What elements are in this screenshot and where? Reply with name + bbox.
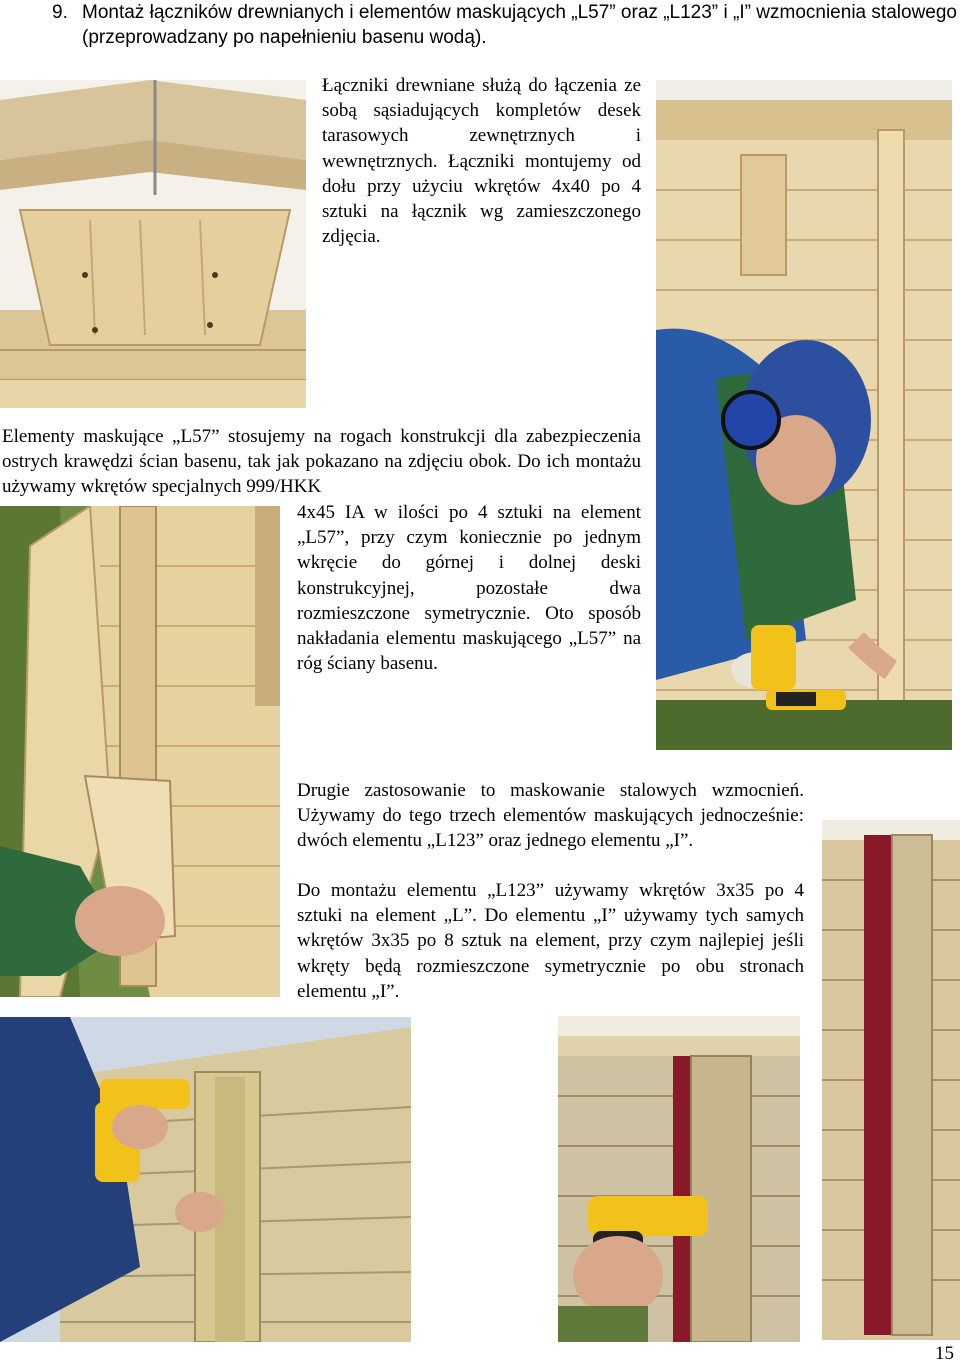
paragraph-l123-i-screws: Do montażu elementu „L123” używamy wkrętów 3x35 po 4 sztuki na element „L”. Do elementu „I” używamy tych samych wkrętów 3x35 po 8 sztuk na element, przy czym najlepiej jeśli wkręty będą rozmieszczone symetrycznie po obu stronach elementu „I”.: [297, 880, 804, 1002]
section-number: 9.: [52, 2, 68, 23]
paragraph-l57-screws: 4x45 IA w ilości po 4 sztuki na element „L57”, przy czym koniecznie po jednym wkręcie do górnej i dolnej deski konstrukcyjnej, pozostałe dwa rozmieszczone symetrycznie. Oto sposób nakładania elementu maskującego „L57” na róg ściany basenu.: [297, 502, 641, 675]
paragraph-connectors: Łączniki drewniane służą do łączenia ze sobą sąsiadujących kompletów desek tarasowych zewnętrznych i wewnętrznych. Łączniki montujemy od dołu przy użyciu wkrętów 4x40 po 4 sztuki na łącznik wg zamieszczonego zdjęcia.: [322, 75, 641, 248]
section-heading: [52, 0, 957, 50]
photo-worker-installing-l57: [656, 80, 952, 750]
photo-steel-reinforcement: [822, 820, 960, 1340]
section-title: Montaż łączników drewnianych i elementów maskujących „L57” oraz „L123” i „I” wzmocnienia stalowego (przeprowadzany po napełnieniu basenu wodą).: [82, 2, 957, 48]
page-number: 15: [935, 1343, 954, 1364]
paragraph-steel-masking: Drugie zastosowanie to maskowanie stalowych wzmocnień. Używamy do tego trzech elementów maskujących jednocześnie: dwóch elementu „L123” oraz jednego elementu „I”.: [297, 780, 804, 852]
paragraph-l57-intro: Elementy maskujące „L57” stosujemy na rogach konstrukcji dla zabezpieczenia ostrych krawędzi ścian basenu, tak jak pokazano na zdjęciu obok. Do ich montażu używamy wkrętów specjalnych 999/HKK: [2, 426, 641, 498]
photo-drilling-i-element: [558, 1016, 800, 1342]
photo-l57-element-corner: [0, 506, 280, 997]
photo-drilling-l123: [0, 1017, 411, 1342]
photo-wooden-connector: [0, 80, 306, 408]
